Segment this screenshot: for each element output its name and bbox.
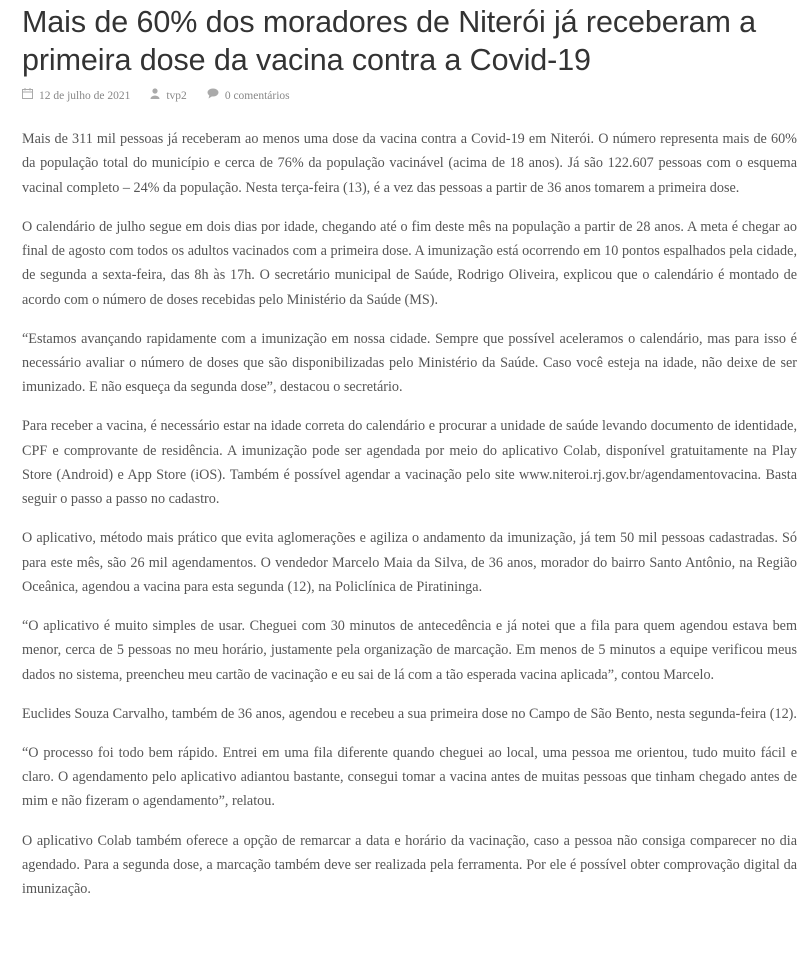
paragraph: “O aplicativo é muito simples de usar. Cheguei com 30 minutos de antecedência e já notei que a fila para quem agendou estava bem menor, cerca de 5 pessoas no meu horário, justamente pela organização de marcação. Em menos de 5 minutos a equipe verificou meus dados no sistema, preencheu meu cartão de vacinação e eu sai de lá com a tão esperada vacina aplicada”, contou Marcelo. [22, 618, 797, 683]
paragraph: Euclides Souza Carvalho, também de 36 anos, agendou e recebeu a sua primeira dose no Campo de São Bento, nesta segunda-feira (12). [22, 705, 797, 722]
article-meta [22, 88, 807, 104]
article [22, 0, 807, 916]
meta-comments-link[interactable]: 0 comentários [224, 90, 290, 102]
paragraph: “Estamos avançando rapidamente com a imunização em nossa cidade. Sempre que possível aceleramos o calendário, mas para isso é necessário avaliar o número de doses que são disponibilizadas pelo Ministério da Saúde. Caso você esteja na idade, não deixe de ser imunizado. E não esqueça da segunda dose”, destacou o secretário. [22, 330, 797, 396]
comment-icon [207, 88, 219, 104]
paragraph: O aplicativo Colab também oferece a opção de remarcar a data e horário da vacinação, caso a pessoa não consiga comparecer no dia agendado. Para a segunda dose, a marcação também deve ser realizada pela ferramenta. Por ele é possível obter comprovação digital da imunização. [22, 832, 797, 898]
article-title: Mais de 60% dos moradores de Niterói já receberam a primeira dose da vacina contra a Covid-19 [22, 5, 757, 77]
paragraph: “O processo foi todo bem rápido. Entrei em uma fila diferente quando cheguei ao local, uma pessoa me orientou, tudo muito fácil e claro. O agendamento pelo aplicativo adiantou bastante, consegui tomar a vacina antes de muitas pessoas que tinham chegado antes de mim e não fizeram o agendamento”, relatou. [22, 744, 797, 810]
user-icon [150, 88, 160, 104]
paragraph: O aplicativo, método mais prático que evita aglomerações e agiliza o andamento da imunização, já tem 50 mil pessoas cadastradas. Só para este mês, são 26 mil agendamentos. O vendedor Marcelo Maia da Silva, de 36 anos, morador do bairro Santo Antônio, na Região Oceânica, agendou a vacina para esta segunda (12), na Policlínica de Piratininga. [22, 530, 797, 595]
meta-comments [207, 88, 290, 104]
paragraph: Mais de 311 mil pessoas já receberam ao menos uma dose da vacina contra a Covid-19 em Niterói. O número representa mais de 60% da população total do município e cerca de 76% da população vacinável (acima de 18 anos). Já são 122.607 pessoas com o esquema vacinal completo – 24% da população. Nesta terça-feira (13), é a vez das pessoas a partir de 36 anos tomarem a primeira dose. [22, 131, 797, 196]
meta-author-link[interactable]: tvp2 [166, 90, 187, 102]
meta-date-link[interactable]: 12 de julho de 2021 [39, 90, 131, 102]
calendar-icon [22, 88, 33, 104]
paragraph: O calendário de julho segue em dois dias por idade, chegando até o fim deste mês na população a partir de 28 anos. A meta é chegar ao final de agosto com todos os adultos vacinados com a primeira dose. A imunização está ocorrendo em 10 pontos espalhados pela cidade, de segunda a sexta-feira, das 8h às 17h. O secretário municipal de Saúde, Rodrigo Oliveira, explicou que o calendário é montado de acordo com o número de doses recebidas pelo Ministério da Saúde (MS). [22, 218, 797, 308]
meta-date [22, 88, 130, 104]
paragraph: Para receber a vacina, é necessário estar na idade correta do calendário e procurar a unidade de saúde levando documento de identidade, CPF e comprovante de residência. A imunização pode ser agendada por meio do aplicativo Colab, disponível gratuitamente na Play Store (Android) e App Store (iOS). Também é possível agendar a vacinação pelo site www.niteroi.rj.gov.br/agendamentovacina. Basta seguir o passo a passo no cadastro. [22, 418, 797, 508]
article-content [22, 127, 797, 901]
meta-author [150, 88, 186, 104]
